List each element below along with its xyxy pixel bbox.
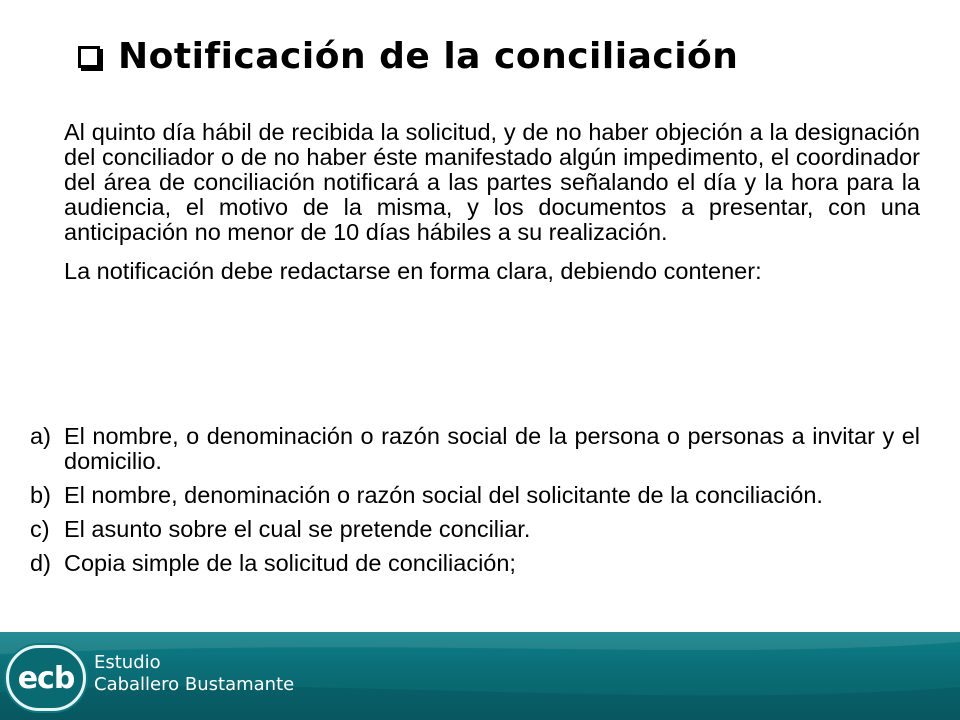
list-item-text: El asunto sobre el cual se pretende conciliar.: [64, 516, 531, 542]
list-item-text: El nombre, o denominación o razón social de la persona o personas a invitar y el domicilio.: [64, 423, 920, 474]
company-name: [94, 652, 294, 696]
checkbox-square-icon: [78, 46, 100, 68]
ecb-logo: [6, 645, 86, 711]
list-marker: c): [30, 516, 50, 542]
body-text: [64, 120, 920, 284]
list-marker: a): [30, 423, 51, 449]
logo-text: ecb: [17, 660, 75, 696]
paragraph-requirements: La notificación debe redactarse en forma clara, debiendo contener:: [64, 258, 762, 284]
list-marker: d): [30, 550, 51, 576]
footer-band: [0, 632, 960, 720]
list-item: [30, 517, 920, 542]
list-item-text: Copia simple de la solicitud de conciliación;: [64, 550, 516, 576]
title-row: [78, 36, 738, 77]
list-item-text: El nombre, denominación o razón social del solicitante de la conciliación.: [64, 482, 823, 508]
company-name-line1: Estudio: [94, 652, 161, 673]
requirements-list: [30, 424, 920, 585]
company-name-line2: Caballero Bustamante: [94, 674, 295, 695]
paragraph-intro: Al quinto día hábil de recibida la solicitud, y de no haber objeción a la designación del conciliador o de no haber éste manifestado algún impedimento, el coordinador del área de conciliación notificará a las partes señalando el día y la hora para la audiencia, el motivo de la misma, y los documentos a presentar, con una anticipación no menor de 10 días hábiles a su realización.: [64, 119, 920, 245]
list-marker: b): [30, 482, 51, 508]
list-item: [30, 483, 920, 508]
slide-title: Notificación de la conciliación: [118, 36, 739, 77]
list-item: [30, 551, 920, 576]
list-item: [30, 424, 920, 474]
